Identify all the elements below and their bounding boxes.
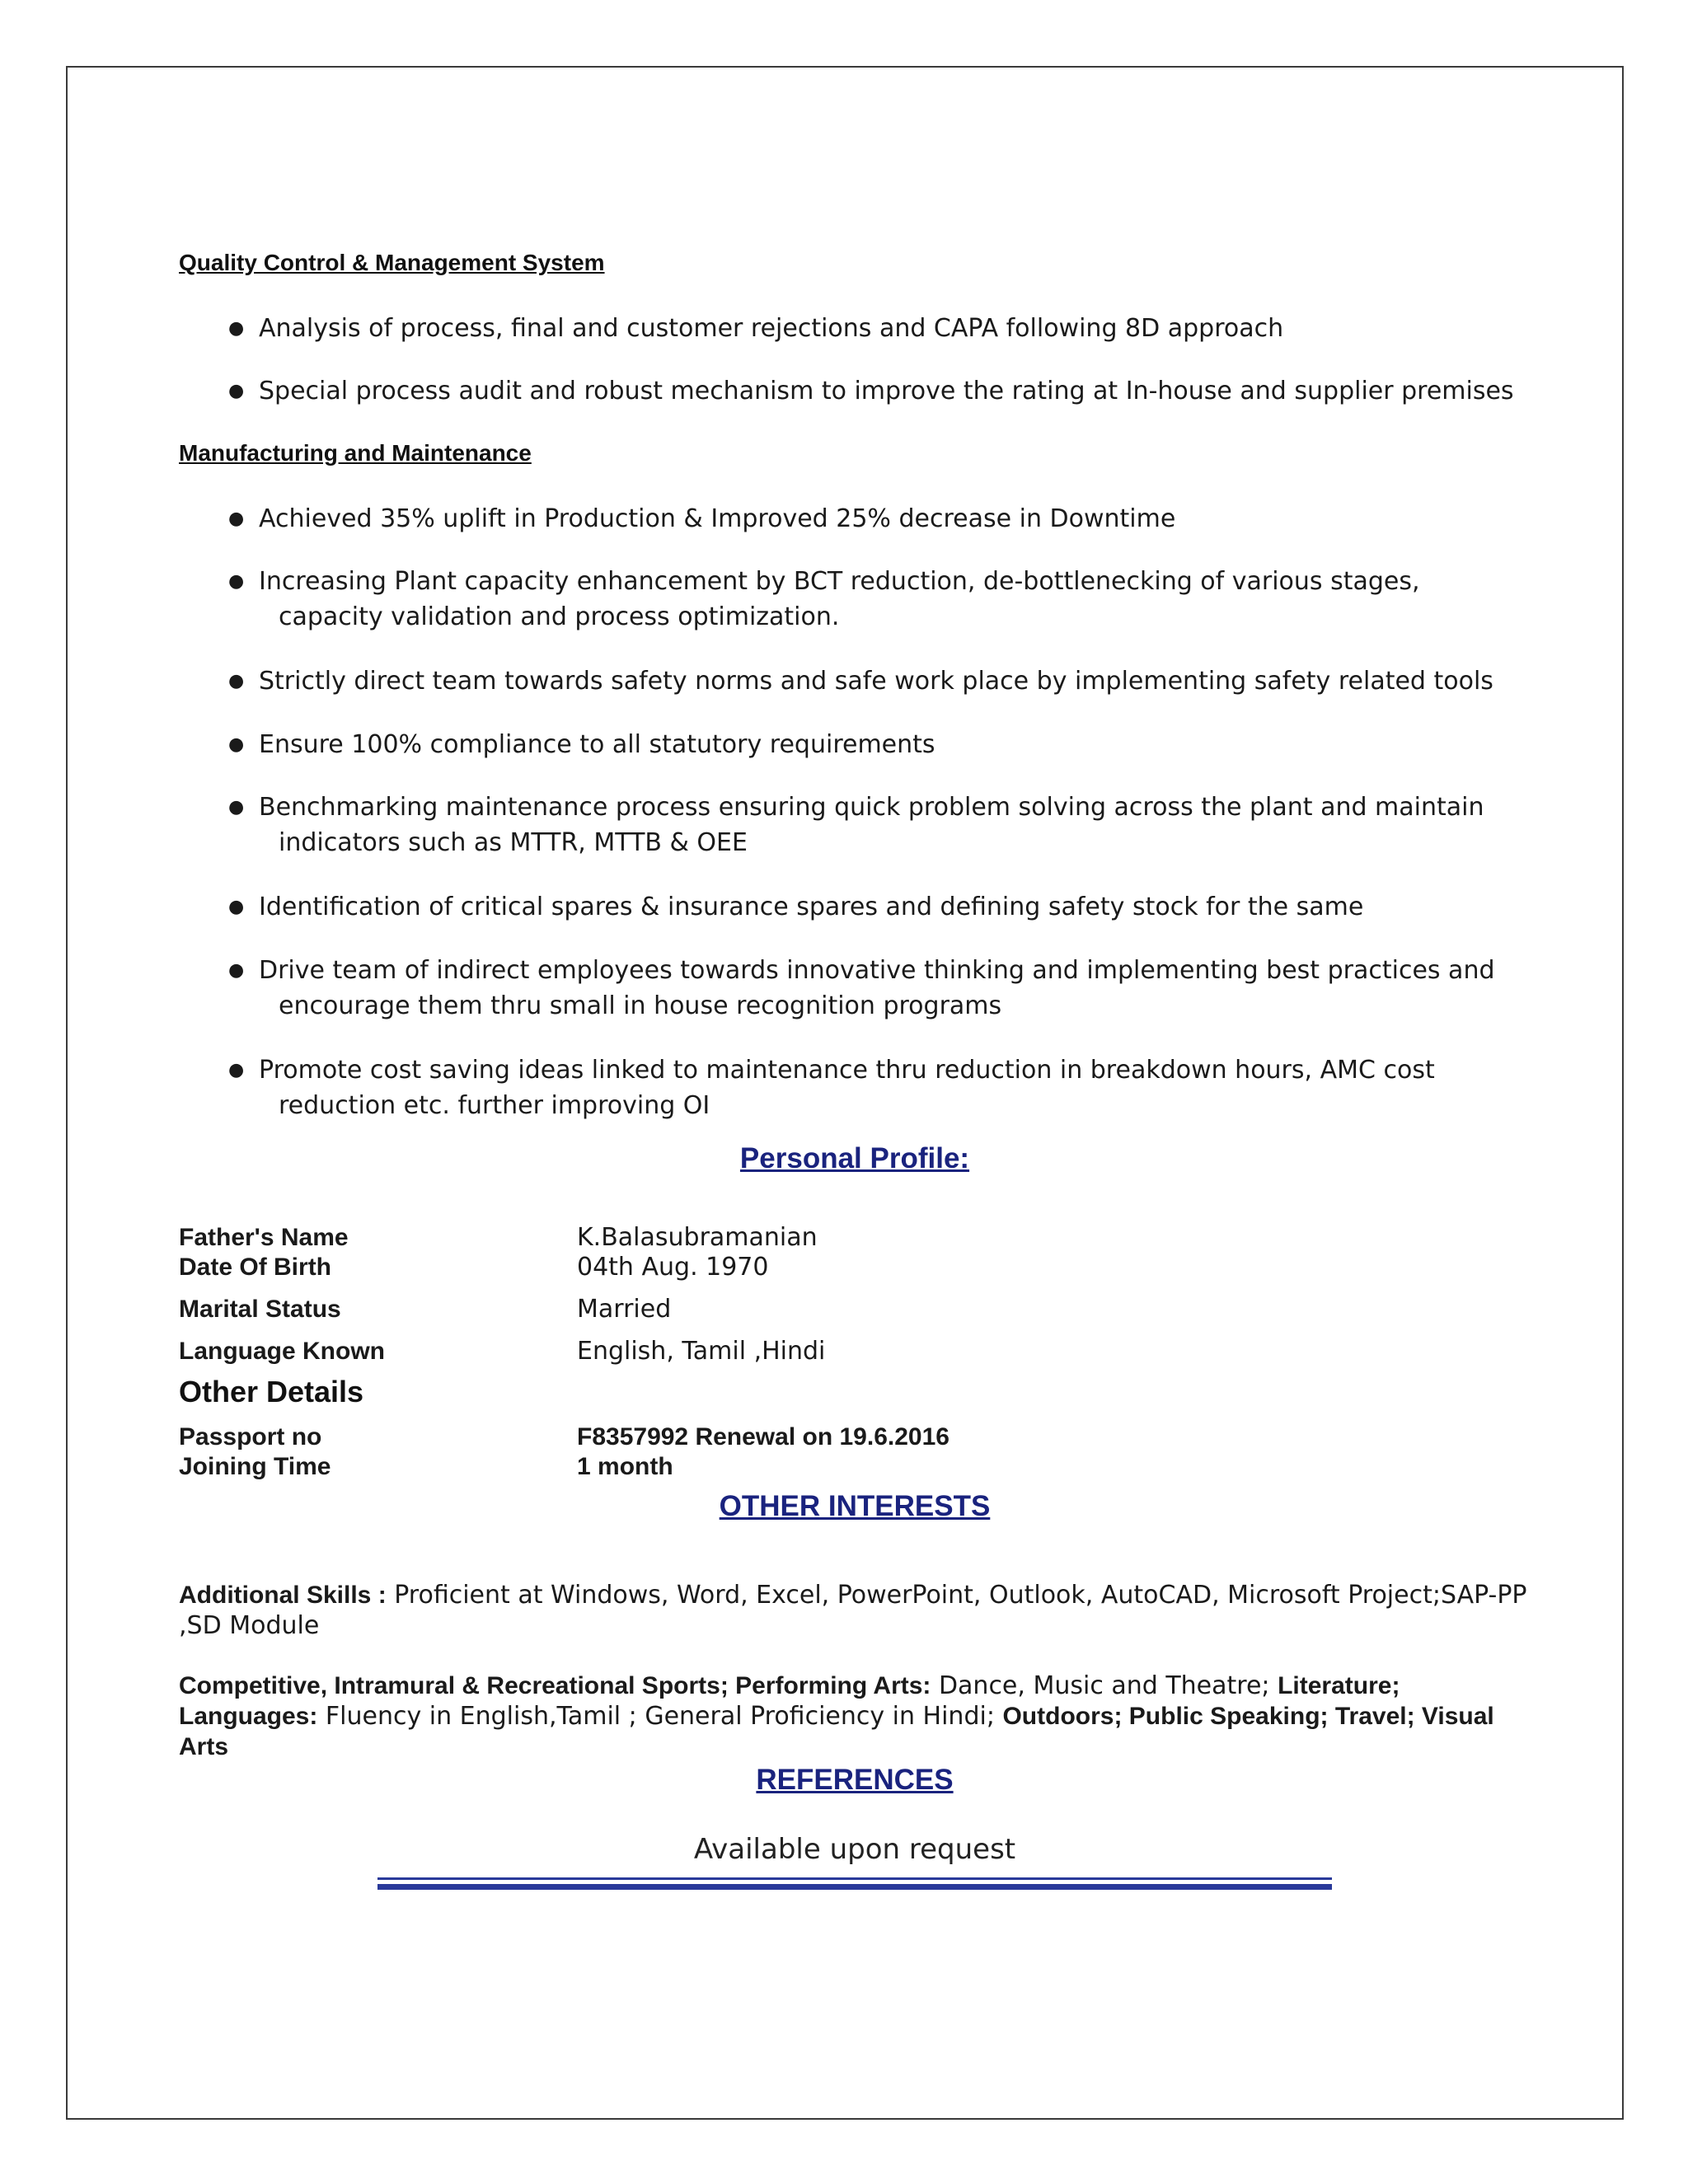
list-item: ● Ensure 100% compliance to all statutory requirements bbox=[228, 727, 1531, 762]
references-text: Available upon request bbox=[693, 1833, 1016, 1866]
bullet-icon: ● bbox=[228, 381, 245, 401]
list-item: ● Strictly direct team towards safety norms and safe work place by implementing safety related tools bbox=[228, 663, 1531, 699]
other-details-heading: Other Details bbox=[179, 1375, 364, 1408]
bullet-icon: ● bbox=[228, 318, 245, 339]
references-heading: REFERENCES bbox=[756, 1764, 954, 1796]
bullet-icon: ● bbox=[228, 571, 245, 592]
additional-skills: Additional Skills : Proficient at Windows, Word, Excel, PowerPoint, Outlook, AutoCAD, Microsoft Project;SAP-PP ,SD Module bbox=[179, 1581, 1527, 1640]
quality-heading: Quality Control & Management System bbox=[179, 250, 605, 275]
divider-line bbox=[377, 1877, 1332, 1880]
list-item: ● Analysis of process, final and customer rejections and CAPA following 8D approach bbox=[228, 311, 1531, 346]
list-item: ● Promote cost saving ideas linked to maintenance thru reduction in breakdown hours, AMC cost reduction etc. further improving OI bbox=[228, 1052, 1531, 1123]
bullet-icon: ● bbox=[228, 960, 245, 981]
bullet-icon: ● bbox=[228, 509, 245, 529]
other-interests-heading: OTHER INTERESTS bbox=[719, 1490, 991, 1522]
list-item: ● Benchmarking maintenance process ensuring quick problem solving across the plant and maintain indicators such as MTTR, MTTB & OEE bbox=[228, 790, 1531, 860]
list-item: ● Increasing Plant capacity enhancement by BCT reduction, de-bottlenecking of various stages, capacity validation and process optimization. bbox=[228, 564, 1531, 635]
interests-list: Competitive, Intramural & Recreational Sports; Performing Arts: Dance, Music and Theatre; Literature; Languages: Fluency in English,Tamil ; General Proficiency in Hindi; Outdoors; Public Speaking; Travel; Visual Arts bbox=[179, 1671, 1494, 1760]
list-item: ● Identification of critical spares & insurance spares and defining safety stock for the same bbox=[228, 889, 1531, 925]
personal-profile-heading: Personal Profile: bbox=[739, 1142, 970, 1174]
bullet-icon: ● bbox=[228, 671, 245, 691]
bullet-icon: ● bbox=[228, 797, 245, 818]
list-item: ● Achieved 35% uplift in Production & Improved 25% decrease in Downtime bbox=[228, 501, 1531, 537]
bullet-icon: ● bbox=[228, 897, 245, 917]
list-item: ● Special process audit and robust mechanism to improve the rating at In-house and supplier premises bbox=[228, 373, 1531, 409]
bullet-icon: ● bbox=[228, 734, 245, 755]
manufacturing-heading: Manufacturing and Maintenance bbox=[179, 440, 532, 466]
bullet-icon: ● bbox=[228, 1060, 245, 1080]
divider-line bbox=[377, 1884, 1332, 1890]
list-item: ● Drive team of indirect employees towards innovative thinking and implementing best practices and encourage them thru small in house recognition programs bbox=[228, 953, 1531, 1024]
